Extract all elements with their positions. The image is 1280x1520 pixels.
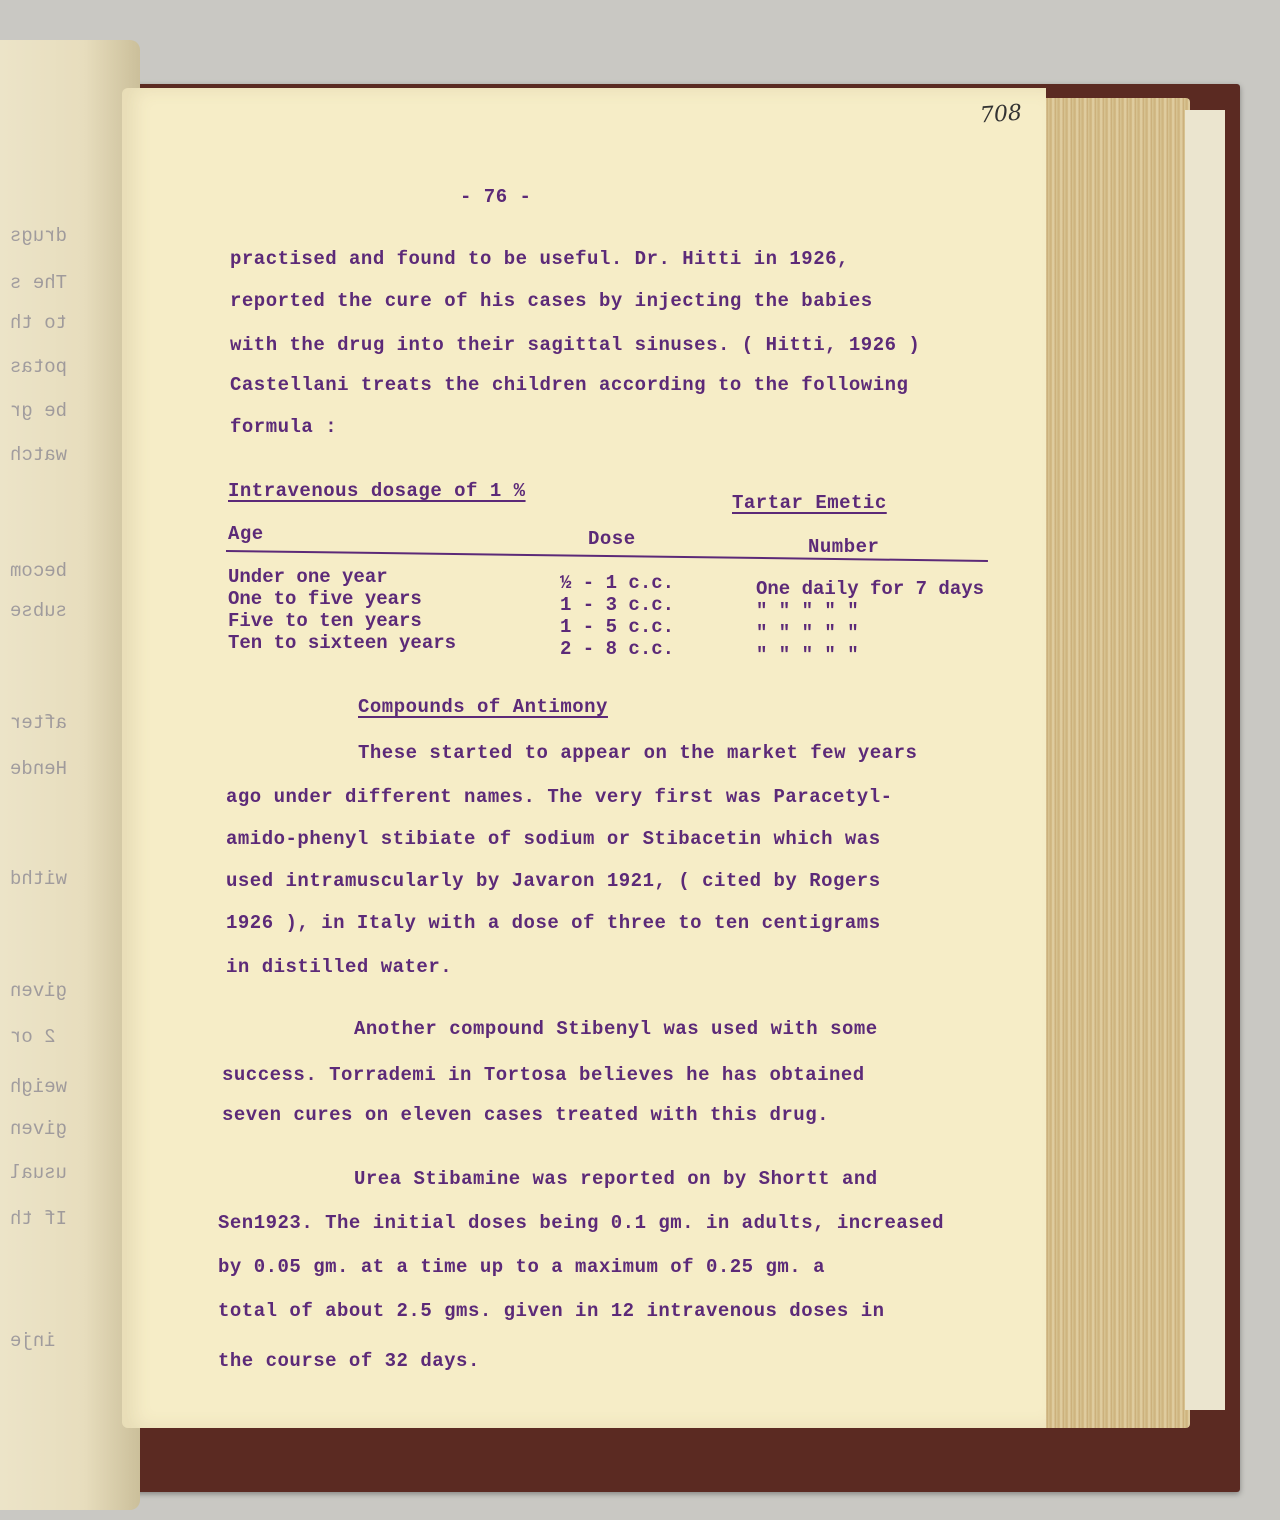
- table-title: Intravenous dosage of 1 %: [228, 480, 526, 502]
- paragraph-line: Another compound Stibenyl was used with some: [354, 1018, 878, 1040]
- table-cell: Five to ten years: [228, 610, 422, 632]
- ghost-line: withd: [10, 868, 68, 890]
- left-facing-page: [0, 40, 140, 1510]
- endpaper: [1185, 110, 1225, 1410]
- ghost-line: usual: [10, 1162, 68, 1184]
- paragraph-line: used intramuscularly by Javaron 1921, ( cited by Rogers: [226, 870, 881, 892]
- table-cell: " " " " ": [756, 622, 859, 644]
- section-heading: Compounds of Antimony: [358, 696, 608, 718]
- ghost-line: given: [10, 980, 68, 1002]
- paragraph-line: Sen1923. The initial doses being 0.1 gm. in adults, increased: [218, 1212, 945, 1234]
- paragraph-line: amido-phenyl stibiate of sodium or Stibacetin which was: [226, 828, 881, 850]
- col-header-age: Age: [228, 523, 264, 545]
- paragraph-line: the course of 32 days.: [218, 1350, 480, 1372]
- ghost-line: inje: [10, 1330, 56, 1352]
- table-title-right: Tartar Emetic: [732, 492, 887, 514]
- paragraph-line: Urea Stibamine was reported on by Shortt and: [354, 1168, 878, 1190]
- ghost-line: 2 or: [10, 1026, 56, 1048]
- paragraph-line: total of about 2.5 gms. given in 12 intravenous doses in: [218, 1300, 885, 1322]
- page-number: - 76 -: [460, 186, 532, 208]
- document-page: [122, 88, 1046, 1428]
- ghost-line: becom: [10, 560, 68, 582]
- table-cell: 1 - 5 c.c.: [560, 616, 675, 638]
- intro-line: Castellani treats the children according to the following: [230, 374, 909, 396]
- col-header-dose: Dose: [588, 528, 636, 550]
- age-column: [228, 566, 456, 654]
- ghost-line: after: [10, 712, 68, 734]
- ghost-line: The s: [10, 272, 68, 294]
- table-cell: One daily for 7 days: [756, 578, 985, 600]
- paragraph-line: in distilled water.: [226, 956, 453, 978]
- number-column: [756, 578, 984, 666]
- table-cell: " " " " ": [756, 644, 859, 666]
- table-cell: ½ - 1 c.c.: [560, 572, 675, 594]
- ghost-line: subse: [10, 600, 68, 622]
- intro-line: formula :: [230, 416, 338, 438]
- ghost-line: be gr: [10, 400, 68, 422]
- ghost-line: If th: [10, 1208, 68, 1230]
- paragraph-line: These started to appear on the market few years: [358, 742, 918, 764]
- intro-line: practised and found to be useful. Dr. Hitti in 1926,: [230, 248, 849, 270]
- paragraph-line: by 0.05 gm. at a time up to a maximum of 0.25 gm. a: [218, 1256, 825, 1278]
- paragraph-line: success. Torrademi in Tortosa believes he has obtained: [222, 1064, 865, 1086]
- table-cell: 1 - 3 c.c.: [560, 594, 675, 616]
- ghost-line: potas: [10, 356, 68, 378]
- col-header-number: Number: [808, 536, 880, 558]
- ghost-line: to th: [10, 312, 68, 334]
- paragraph-line: 1926 ), in Italy with a dose of three to ten centigrams: [226, 912, 881, 934]
- ghost-line: Hende: [10, 758, 68, 780]
- table-cell: Under one year: [228, 566, 388, 588]
- paragraph-line: ago under different names. The very first was Paracetyl-: [226, 786, 893, 808]
- page-block-edges: [1040, 98, 1190, 1428]
- table-cell: Ten to sixteen years: [228, 632, 457, 654]
- ghost-line: drugs: [10, 225, 68, 247]
- ghost-line: watch: [10, 444, 68, 466]
- handwritten-folio: 708: [979, 100, 1023, 129]
- intro-line: reported the cure of his cases by injecting the babies: [230, 290, 873, 312]
- table-cell: One to five years: [228, 588, 422, 610]
- dose-column: [560, 572, 674, 660]
- paragraph-line: seven cures on eleven cases treated with this drug.: [222, 1104, 829, 1126]
- table-cell: 2 - 8 c.c.: [560, 638, 675, 660]
- ghost-line: weigh: [10, 1076, 68, 1098]
- table-cell: " " " " ": [756, 600, 859, 622]
- ghost-line: given: [10, 1118, 68, 1140]
- intro-line: with the drug into their sagittal sinuses. ( Hitti, 1926 ): [230, 334, 921, 356]
